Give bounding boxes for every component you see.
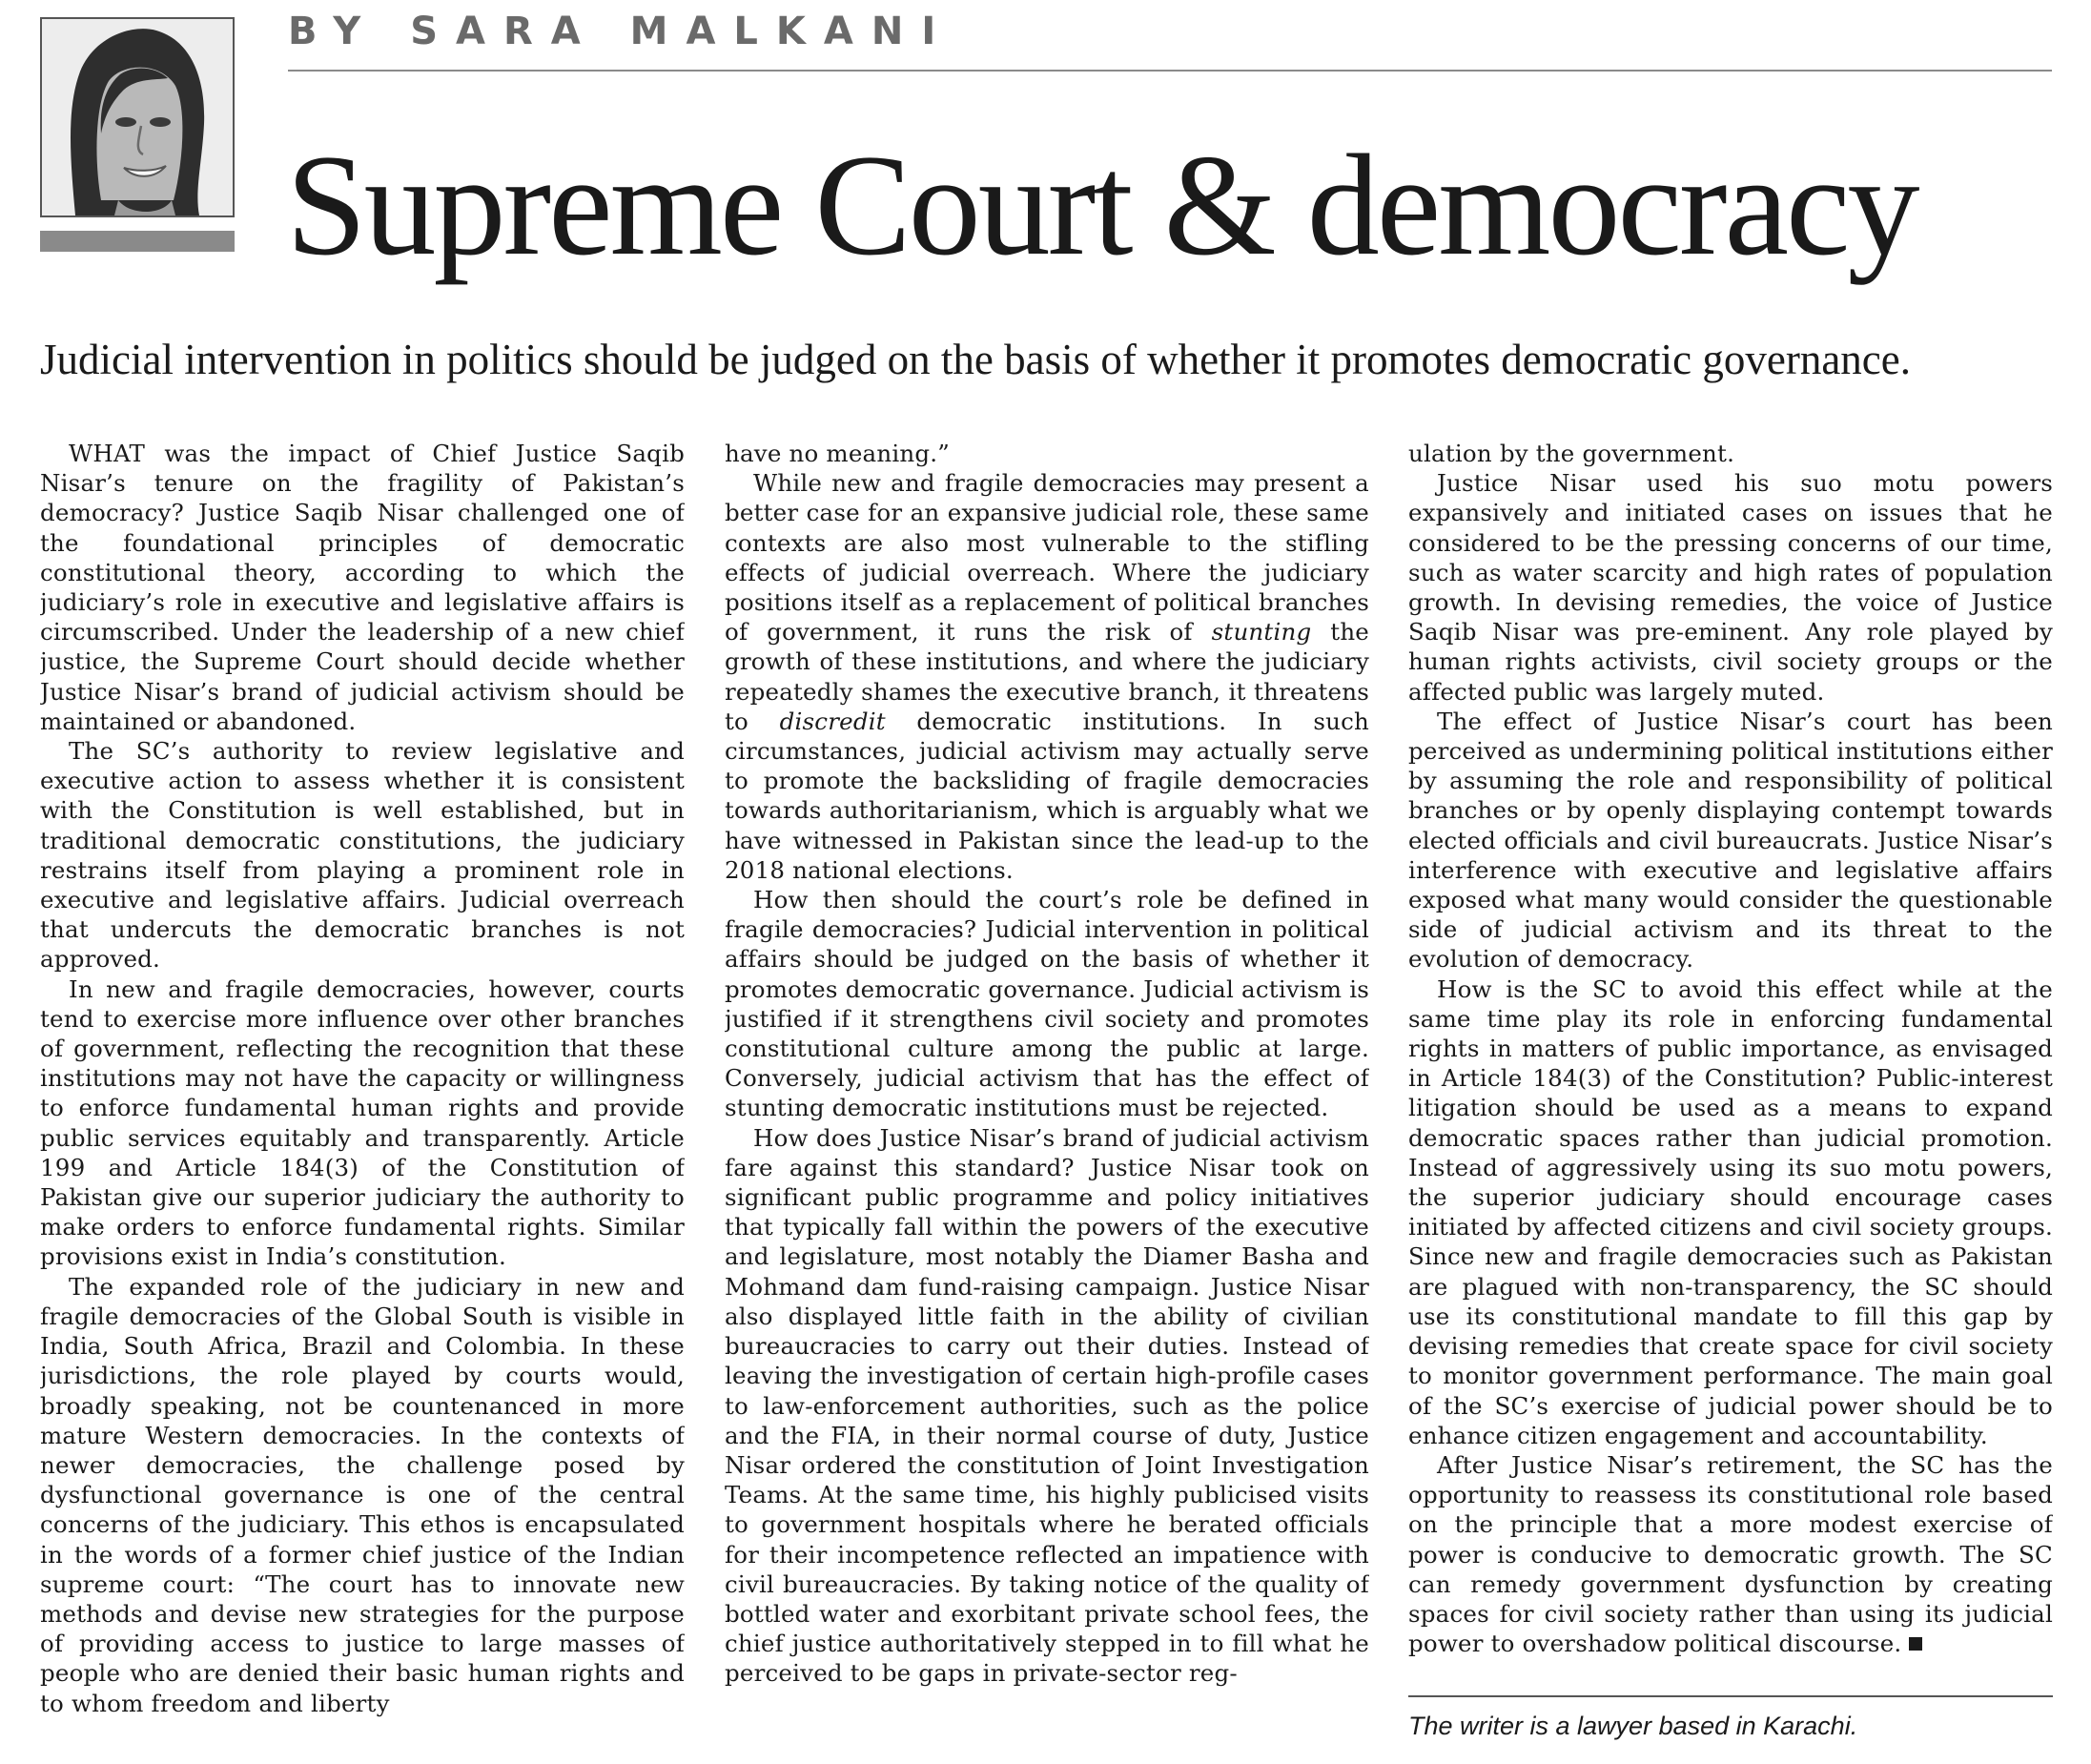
author-portrait — [40, 17, 235, 217]
end-of-article-square-icon — [1909, 1637, 1922, 1651]
paragraph: WHAT was the impact of Chief Justice Saqib Nisar’s tenure on the fragility of Pakistan’s democracy? Justice Saqib Nisar challenged one of the foundational principles of democratic constitutional theory, according to which the judiciary’s role in executive and legislative affairs is circumscribed. Under the leadership of a new chief justice, the Supreme Court should decide whether Justice Nisar’s brand of judicial activism should be maintained or abandoned. — [40, 440, 685, 735]
paragraph: The effect of Justice Nisar’s court has been perceived as undermining political institutions either by assuming the role and responsibility of political branches or by openly displaying contempt towards elected officials and civil bureaucrats. Justice Nisar’s interference with executive and legislative affairs exposed what many would consider the questionable side of judicial activism and its threat to the evolution of democracy. — [1408, 707, 2053, 974]
paragraph: The expanded role of the judiciary in new and fragile democracies of the Global South is visible in India, South Africa, Brazil and Colombia. In these jurisdictions, the role played by courts would, broadly speaking, not be countenanced in more mature Western democracies. In the contexts of newer democracies, the challenge posed by dysfunctional governance is one of the central concerns of the judiciary. This ethos is encapsulated in the words of a former chief justice of the Indian supreme court: “The court has to innovate new methods and devise new strategies for the purpose of providing access to justice to large masses of people who are denied their basic human rights and to whom freedom and liberty — [40, 1272, 685, 1717]
standfirst: Judicial intervention in politics should be judged on the basis of whether it promotes democratic governance. — [40, 336, 1912, 383]
text-run: After Justice Nisar’s retirement, the SC has the opportunity to reassess its constitutional role based on the principle that a more modest exercise of power is conducive to democratic growth. The SC can remedy government dysfunction by creating spaces for civil society rather than using its judicial power to overshadow political discourse. — [1408, 1450, 2053, 1658]
paragraph: The SC’s authority to review legislative and executive action to assess whether it is consistent with the Constitution is well established, but in traditional democratic constitutions, the judiciary restrains itself from playing a prominent role in executive and legislative affairs. Judicial overreach that undercuts the democratic branches is not approved. — [40, 737, 685, 974]
italic-text: discredit — [779, 707, 886, 735]
article-column-3 — [1408, 439, 2053, 1745]
article-column-1 — [40, 439, 685, 1745]
paragraph: How then should the court’s role be defined in fragile democracies? Judicial intervention in political affairs should be judged on the basis of whether it promotes democratic governance. Judicial activism is justified if it strengthens civil society and promotes constitutional culture among the public at large. Conversely, judicial activism that has the effect of stunting democratic institutions must be rejected. — [725, 886, 1369, 1122]
paragraph: Justice Nisar used his suo motu powers expansively and initiated cases on issues that he considered to be the pressing concerns of our time, such as water scarcity and high rates of population growth. In devising remedies, the voice of Justice Saqib Nisar was pre-eminent. Any role played by human rights activists, civil society groups or the affected public was largely muted. — [1408, 469, 2053, 706]
byline: BY SARA MALKANI — [288, 10, 954, 53]
author-note-rule — [1408, 1695, 2053, 1697]
paragraph: How does Justice Nisar’s brand of judicial activism fare against this standard? Justice Nisar took on significant public programme and policy initiatives that typically fall within the powers of the executive and legislature, most notably the Diamer Basha and Mohmand dam fund-raising campaign. Justice Nisar also displayed little faith in the ability of civilian bureaucracies to carry out their duties. Instead of leaving the investigation of certain high-profile cases to law-enforcement authorities, such as the police and the FIA, in their normal course of duty, Justice Nisar ordered the constitution of Joint Investigation Teams. At the same time, his highly publicised visits to government hospitals where he berated officials for their incompetence reflected an impatience with civil bureaucracies. By taking notice of the quality of bottled water and exorbitant private school fees, the chief justice authoritatively stepped in to fill what he perceived to be gaps in private-sector reg- — [725, 1123, 1369, 1688]
paragraph-continuation: ulation by the government. — [1408, 440, 1735, 467]
paragraph-continuation: have no meaning.” — [725, 440, 950, 467]
author-note: The writer is a lawyer based in Karachi. — [1408, 1712, 1858, 1740]
portrait-caption-bar — [40, 231, 235, 252]
text-run: While new and fragile democracies may present a better case for an expansive judicial role, these same contexts are also most vulnerable to the stifling effects of judicial overreach. Where the judiciary positions itself as a replacement of political branches of government, it runs the risk of — [725, 469, 1369, 646]
text-run: democratic institutions. In such circumstances, judicial activism may actually serve to promote the backsliding of fragile democracies towards authoritarianism, which is arguably what we have witnessed in Pakistan since the lead-up to the 2018 national elections. — [725, 707, 1369, 884]
portrait-illustration — [42, 19, 233, 215]
headline: Supreme Court & democracy — [286, 125, 1917, 285]
paragraph — [725, 468, 1369, 885]
italic-text: stunting — [1211, 618, 1312, 646]
byline-rule — [288, 70, 2052, 72]
paragraph: How is the SC to avoid this effect while at the same time play its role in enforcing fundamental rights in matters of public importance, as envisaged in Article 184(3) of the Constitution? Public-interest litigation should be used as a means to expand democratic spaces rather than judicial promotion. Instead of aggressively using its suo motu powers, the superior judiciary should encourage cases initiated by affected citizens and civil society groups. Since new and fragile democracies such as Pakistan are plagued with non-transparency, the SC should use its constitutional mandate to fill this gap by devising remedies that create space for civil society to monitor government performance. The main goal of the SC’s exercise of judicial power should be to enhance citizen engagement and accountability. — [1408, 974, 2053, 1449]
paragraph-final — [1408, 1450, 2053, 1658]
article-column-2 — [725, 439, 1369, 1745]
text-run: the growth of these institutions, and where the judiciary repeatedly shames the executive branch, it threatens to — [725, 618, 1369, 735]
paragraph: In new and fragile democracies, however, courts tend to exercise more influence over other branches of government, reflecting the recognition that these institutions may not have the capacity or willingness to enforce fundamental human rights and provide public services equitably and transparently. Article 199 and Article 184(3) of the Constitution of Pakistan give our superior judiciary the authority to make orders to enforce fundamental rights. Similar provisions exist in India’s constitution. — [40, 974, 685, 1271]
